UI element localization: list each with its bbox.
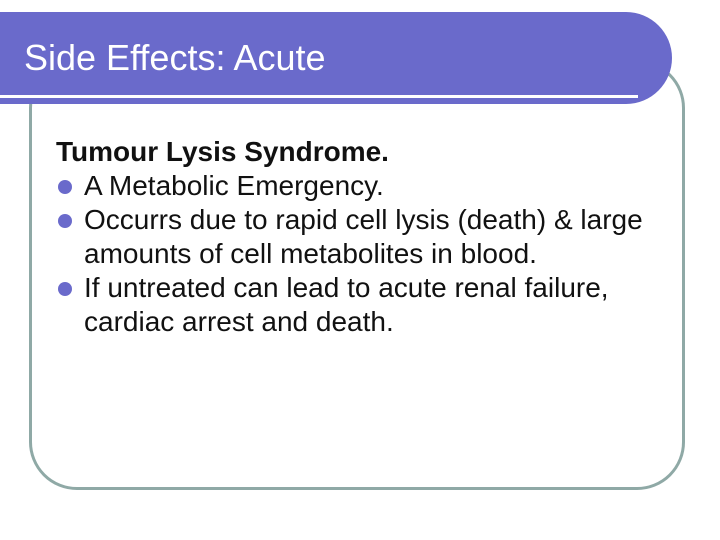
content-heading: Tumour Lysis Syndrome. xyxy=(56,136,389,167)
slide-content xyxy=(56,135,676,339)
slide-title: Side Effects: Acute xyxy=(24,37,326,78)
bullet-text: A Metabolic Emergency. xyxy=(84,170,384,201)
bullet-text: Occurrs due to rapid cell lysis (death) & large amounts of cell metabolites in blood. xyxy=(84,204,643,269)
bullet-item xyxy=(56,203,676,271)
bullet-icon xyxy=(58,214,72,228)
bullet-icon xyxy=(58,180,72,194)
bullet-text: If untreated can lead to acute renal failure, cardiac arrest and death. xyxy=(84,272,609,337)
bullet-item xyxy=(56,169,676,203)
bullet-list xyxy=(56,169,676,339)
bullet-item xyxy=(56,271,676,339)
bullet-icon xyxy=(58,282,72,296)
title-underline xyxy=(0,95,638,98)
